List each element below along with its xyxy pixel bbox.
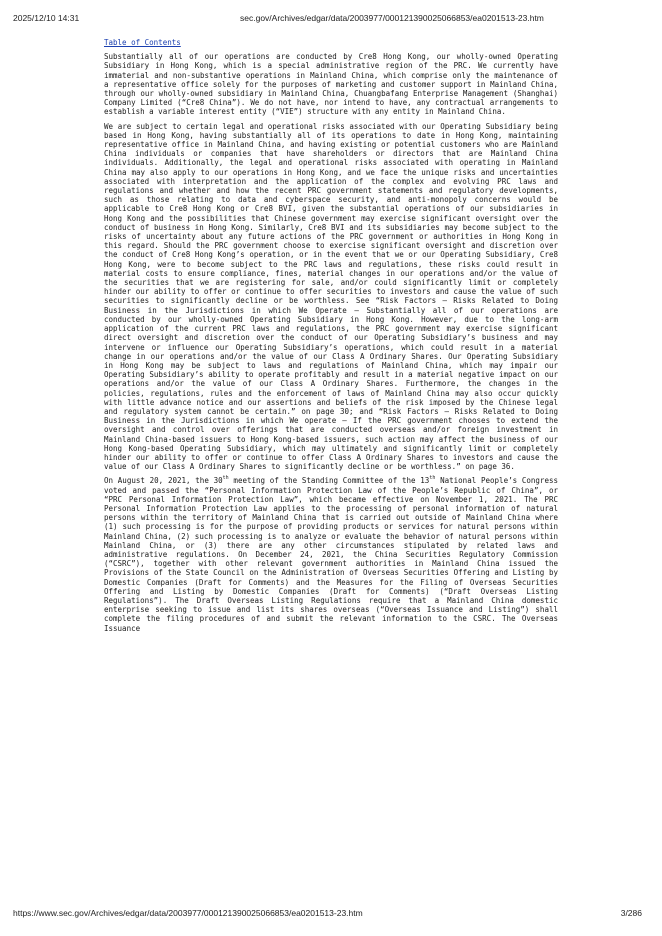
browser-print-footer xyxy=(0,908,662,920)
browser-print-header xyxy=(0,13,662,25)
paragraph-personal-information-law xyxy=(104,476,558,632)
paragraph-operations-overview: Substantially all of our operations are conducted by Cre8 Hong Kong, our wholly-owned Operating Subsidiary in Hong Kong, which is a special administrative region of the PRC. We currently have immaterial and non-substantive operations in Mainland China, which comprise only the maintenance of a representative office solely for the purposes of marketing and customer support in Mainland China, through our wholly-owned subsidiary in Mainland China, Chuangbafang Enterprise Management (Shanghai) Company Limited (“Cre8 China”). We do not have, nor intend to have, any contractual arrangements to establish a variable interest entity (“VIE”) structure with any entity in Mainland China. xyxy=(104,52,558,117)
print-url: https://www.sec.gov/Archives/edgar/data/2003977/000121390025066853/ea0201513-23.htm xyxy=(13,908,363,918)
print-datetime: 2025/12/10 14:31 xyxy=(13,13,80,23)
table-of-contents-link[interactable]: Table of Contents xyxy=(104,38,181,47)
paragraph-legal-operational-risks: We are subject to certain legal and operational risks associated with our Operating Subsidiary being based in Hong Kong, having substantially all of its operations to date in Hong Kong, maintaining representative office in Mainland China, and having existing or potential customers who are Mainland China individuals or companies that have shareholders or directors that are Mainland China individuals. Additionally, the legal and operational risks associated with operating in Mainland China may also apply to our operations in Hong Kong, and we face the unique risks and uncertainties associated with interpretation and the application of the complex and evolving PRC laws and regulations and whether and how the recent PRC government statements and regulatory developments, such as those relating to data and cyberspace security, and anti-monopoly concerns would be applicable to Cre8 Hong Kong or Cre8 BVI, given the substantial operations of our subsidiaries in Hong Kong and the possibilities that Chinese government may exercise significant oversight over the conduct of business in Hong Kong. Similarly, Cre8 BVI and its subsidiaries may become subject to the risks of uncertainty about any future actions of the PRC government or authorities in Hong Kong in this regard. Should the PRC government choose to exercise significant oversight and discretion over the conduct of Cre8 Hong Kong’s operation, or in the event that we or our Operating Subsidiary, Cre8 Hong Kong, were to become subject to the PRC laws and regulations, these risks could result in material costs to ensure compliance, fines, material changes in our operations and/or the value of the securities that we are registering for sale, and/or could significantly limit or completely hinder our ability to offer or continue to offer securities to investors and cause the value of such securities to significantly decline or be worthless. See “Risk Factors — Risks Related to Doing Business in the Jurisdictions in which We Operate — Substantially all of our operations are conducted by our wholly-owned Operating Subsidiary in Hong Kong. However, due to the long-arm application of the current PRC laws and regulations, the PRC government may exercise significant direct oversight and discretion over the conduct of our Operating Subsidiary’s business and may intervene or influence our Operating Subsidiary’s operations, which could result in a material change in our operations and/or the value of our Class A Ordinary Shares. Our Operating Subsidiary in Hong Kong may be subject to laws and regulations of Mainland China, which may impair our Operating Subsidiary’s ability to operate profitably and result in a material negative impact on our operations and/or the value of our Class A Ordinary Shares. Furthermore, the changes in the policies, regulations, rules and the enforcement of laws of Mainland China may also occur quickly with little advance notice and our assertions and beliefs of the risk imposed by the Chinese legal and regulatory system cannot be certain.” on page 30; and “Risk Factors — Risks Related to Doing Business in the Jurisdictions in which We operate — If the PRC government chooses to extend the oversight and control over offerings that are conducted overseas and/or foreign investment in Mainland China-based issuers to Hong Kong-based issuers, such action may affect the business of our Hong Kong-based Operating Subsidiary, which may ultimately and significantly limit or completely hinder our ability to offer or continue to offer Class A Ordinary Shares to investors and cause the value of our Class A Ordinary Shares to significantly decline or be worthless.” on page 36. xyxy=(104,121,558,472)
document-body xyxy=(104,38,558,638)
p3-part-a: On August 20, 2021, the 30 xyxy=(104,476,223,486)
p3-part-b: meeting of the Standing Committee of the 13 xyxy=(228,476,430,486)
print-page-title: sec.gov/Archives/edgar/data/2003977/000121390025066853/ea0201513-23.htm xyxy=(240,13,544,23)
print-page-number: 3/286 xyxy=(620,908,642,918)
p3-superscript-1: th xyxy=(222,475,229,482)
p3-part-c: National People’s Congress voted and passed the “Personal Information Protection Law of the People’s Republic of China”, or “PRC Personal Information Protection Law”, which became effective on November 1, 2021. The PRC Personal Information Protection Law applies to the processing of personal information of natural persons within the territory of Mainland China that is carried out outside of Mainland China where (1) such processing is for the purpose of providing products or services for natural persons within Mainland China, (2) such processing is to analyze or evaluate the behavior of natural persons within Mainland China, or (3) there are any other circumstances stipulated by related laws and administrative regulations. On December 24, 2021, the China Securities Regulatory Commission (“CSRC”), together with other relevant government authorities in Mainland China issued the Provisions of the State Council on the Administration of Overseas Securities Offering and Listing by Domestic Companies (Draft for Comments) and the Measures for the Filing of Overseas Securities Offering and Listing by Domestic Companies (Draft for Comments) (“Draft Overseas Listing Regulations”). The Draft Overseas Listing Regulations require that a Mainland China domestic enterprise seeking to issue and list its shares overseas (“Overseas Issuance and Listing”) shall complete the filing procedures of and submit the relevant information to the CSRC. The Overseas Issuance xyxy=(104,476,558,633)
p3-superscript-2: th xyxy=(429,475,436,482)
